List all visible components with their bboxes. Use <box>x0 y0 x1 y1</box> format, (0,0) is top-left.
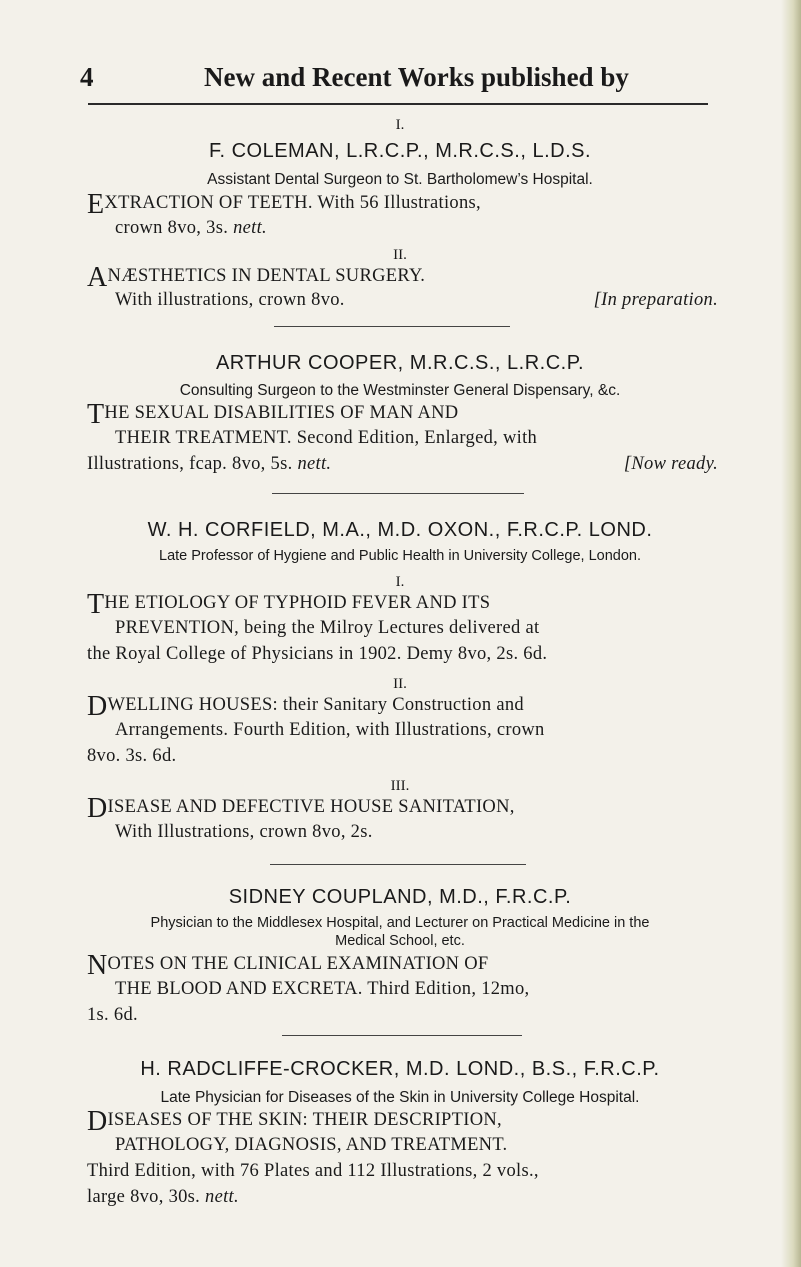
author-affiliation: Physician to the Middlesex Hospital, and Lecturer on Practical Medicine in the <box>150 915 650 931</box>
author-name: SIDNEY COUPLAND, M.D., F.R.C.P. <box>228 886 572 908</box>
author-affiliation: Consulting Surgeon to the Westminster General Dispensary, &c. <box>179 382 621 399</box>
work-detail-line: 1s. 6d. <box>87 1005 138 1025</box>
availability-note: [Now ready. <box>623 454 718 474</box>
author-affiliation: Late Professor of Hygiene and Public Health in University College, London. <box>159 548 641 564</box>
drop-cap: E <box>87 189 105 220</box>
work-title-line: NOTES ON THE CLINICAL EXAMINATION OF <box>87 950 489 981</box>
section-rule <box>270 864 526 865</box>
author-name: ARTHUR COOPER, M.R.C.S., L.R.C.P. <box>215 352 585 374</box>
work-title-line: DISEASE AND DEFECTIVE HOUSE SANITATION, <box>87 793 515 824</box>
work-title-line: THE ETIOLOGY OF TYPHOID FEVER AND ITS <box>87 589 491 620</box>
work-detail-line: PREVENTION, being the Milroy Lectures delivered at <box>115 618 540 638</box>
work-detail-line: THE BLOOD AND EXCRETA. Third Edition, 12mo, <box>115 979 530 999</box>
work-title-line: EXTRACTION OF TEETH. With 56 Illustrations, <box>87 189 481 220</box>
entry-number: II. <box>393 676 407 692</box>
entry-number: I. <box>395 117 405 133</box>
section-rule <box>272 493 524 494</box>
section-rule <box>282 1035 522 1036</box>
running-head <box>80 62 720 102</box>
author-name: H. RADCLIFFE-CROCKER, M.D. LOND., B.S., F.R.C.P. <box>140 1058 660 1080</box>
work-detail-line: 8vo. 3s. 6d. <box>87 746 177 766</box>
drop-cap: D <box>87 691 108 722</box>
drop-cap: D <box>87 793 108 824</box>
work-detail-line: THEIR TREATMENT. Second Edition, Enlarged, with <box>115 428 538 448</box>
running-title: New and Recent Works published by <box>204 62 629 92</box>
page-number: 4 <box>80 62 94 92</box>
work-detail-line: crown 8vo, 3s. nett. <box>115 218 267 238</box>
work-detail-line: PATHOLOGY, DIAGNOSIS, AND TREATMENT. <box>115 1135 508 1155</box>
entry-number: II. <box>393 247 407 263</box>
work-detail-line: Arrangements. Fourth Edition, with Illustrations, crown <box>115 720 545 740</box>
header-rule <box>88 103 708 105</box>
work-title-line: THE SEXUAL DISABILITIES OF MAN AND <box>87 399 459 430</box>
author-affiliation: Medical School, etc. <box>335 933 465 949</box>
work-detail-line: With Illustrations, crown 8vo, 2s. <box>115 822 373 842</box>
section-rule <box>274 326 510 327</box>
author-affiliation: Assistant Dental Surgeon to St. Bartholomew’s Hospital. <box>207 171 593 188</box>
page-edge-shading <box>781 0 801 1267</box>
entry-number: I. <box>395 574 405 590</box>
work-detail-line: With illustrations, crown 8vo. <box>115 290 345 310</box>
work-detail-line: large 8vo, 30s. nett. <box>87 1187 239 1207</box>
author-name: W. H. CORFIELD, M.A., M.D. OXON., F.R.C.P. LOND. <box>147 519 653 541</box>
availability-note: [In preparation. <box>593 290 718 310</box>
work-detail-line: Third Edition, with 76 Plates and 112 Illustrations, 2 vols., <box>87 1161 539 1181</box>
work-title-line: DWELLING HOUSES: their Sanitary Construction and <box>87 691 524 722</box>
drop-cap: N <box>87 950 108 981</box>
work-title-line: ANÆSTHETICS IN DENTAL SURGERY. <box>87 262 426 293</box>
drop-cap: T <box>87 589 105 620</box>
entry-number: III. <box>390 778 410 794</box>
work-detail-line: the Royal College of Physicians in 1902. Demy 8vo, 2s. 6d. <box>87 644 548 664</box>
drop-cap: T <box>87 399 105 430</box>
drop-cap: A <box>87 262 108 293</box>
author-affiliation: Late Physician for Diseases of the Skin in University College Hospital. <box>160 1089 640 1106</box>
work-detail-line: Illustrations, fcap. 8vo, 5s. nett. <box>87 454 332 474</box>
work-title-line: DISEASES OF THE SKIN: THEIR DESCRIPTION, <box>87 1106 502 1137</box>
drop-cap: D <box>87 1106 108 1137</box>
author-name: F. COLEMAN, L.R.C.P., M.R.C.S., L.D.S. <box>208 140 592 162</box>
